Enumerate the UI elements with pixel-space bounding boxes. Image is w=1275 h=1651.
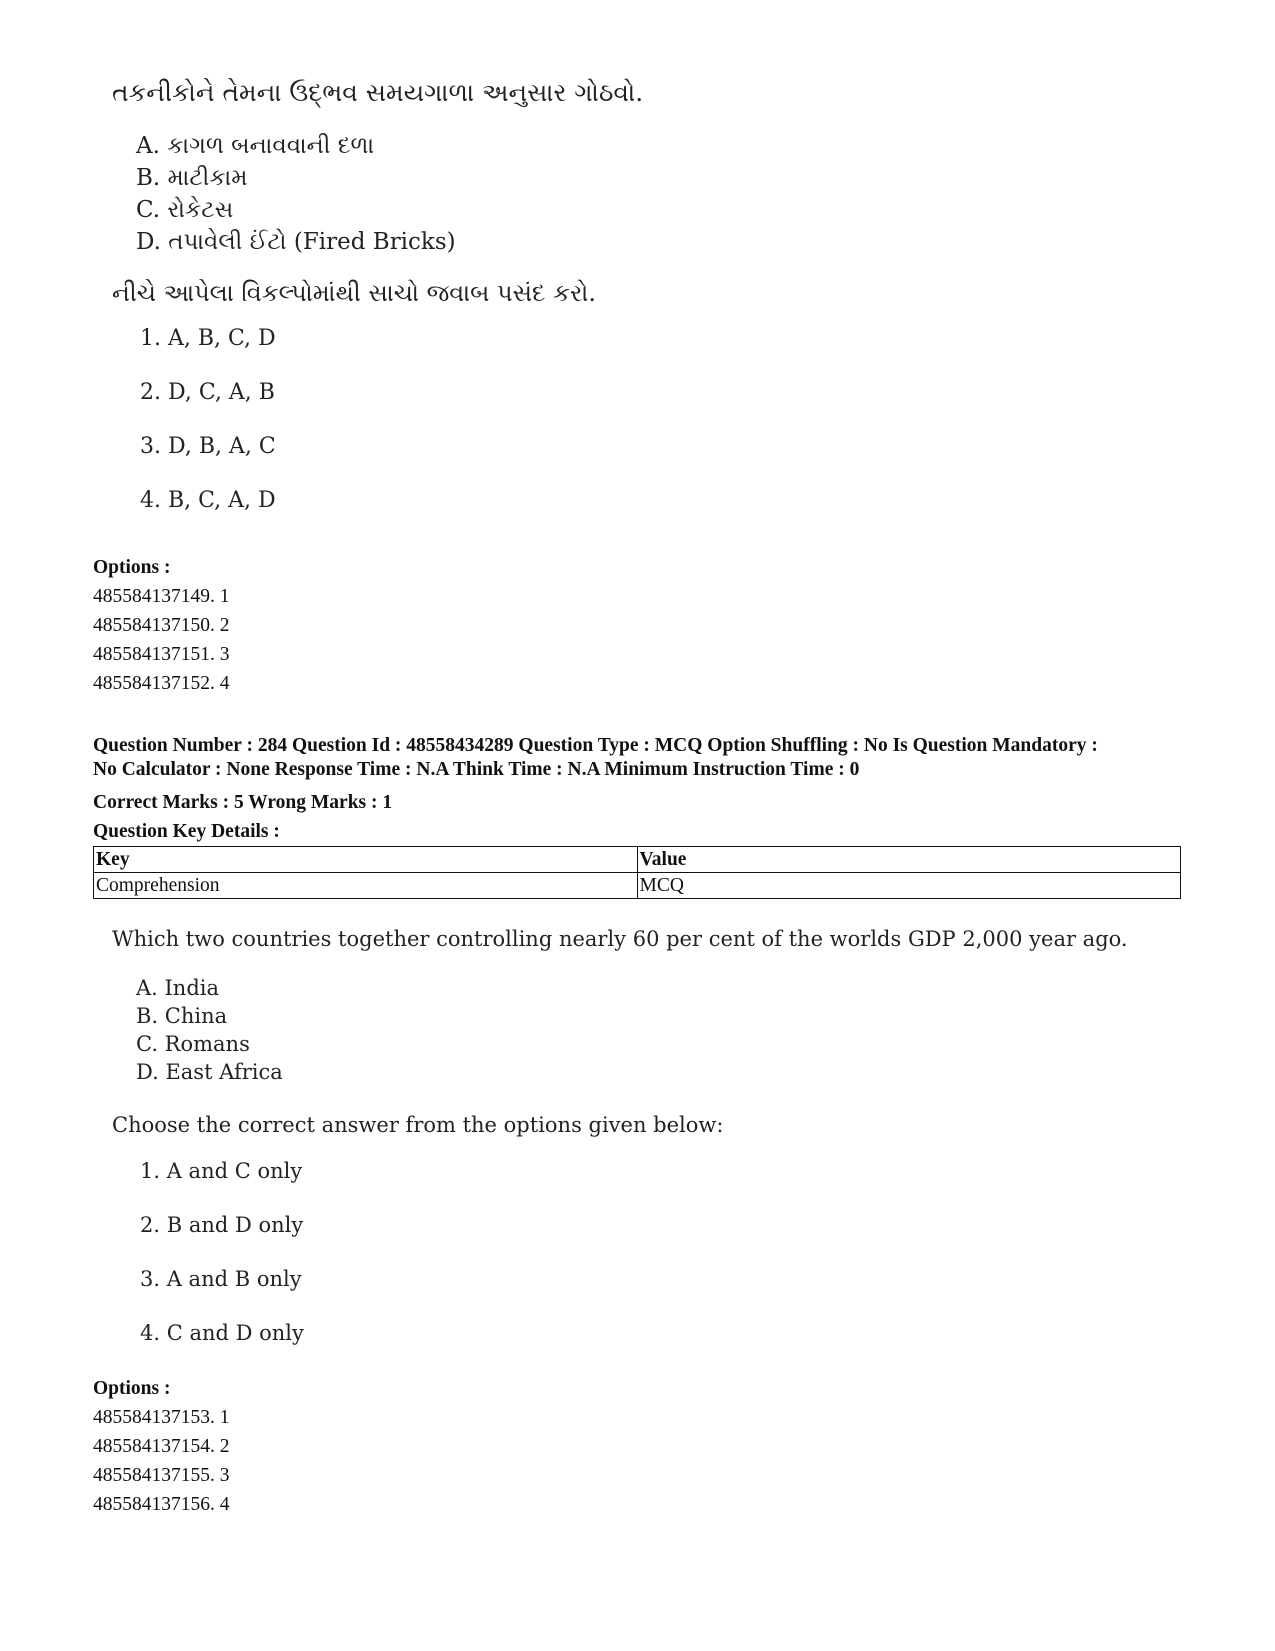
table-header-row	[94, 847, 1181, 873]
question-1-choice-3: 3. D, B, A, C	[140, 434, 276, 459]
question-2-choice-1: 1. A and C only	[140, 1159, 303, 1183]
question-marks: Correct Marks : 5 Wrong Marks : 1	[93, 792, 393, 813]
question-1-stem: તકનીકોને તેમના ઉદ્ભવ સમયગાળા અનુસાર ગોઠવો.	[112, 78, 644, 107]
question-2-options	[93, 1374, 230, 1519]
question-2-stem: Which two countries together controlling nearly 60 per cent of the worlds GDP 2,000 year ago.	[112, 927, 1128, 951]
table-cell-value: MCQ	[637, 873, 1181, 899]
question-key-details-label: Question Key Details :	[93, 821, 280, 842]
options-label: Options :	[93, 557, 171, 578]
question-2-choice-4: 4. C and D only	[140, 1321, 304, 1345]
question-2-item-c: C. Romans	[136, 1032, 250, 1056]
question-1-choice-4: 4. B, C, A, D	[140, 488, 276, 513]
table-header-key: Key	[94, 847, 638, 873]
question-2-image	[112, 922, 1128, 1372]
question-1-item-d: D. તપાવેલી ઈંટો (Fired Bricks)	[136, 229, 456, 255]
question-2-item-b: B. China	[136, 1004, 228, 1028]
table-header-value: Value	[637, 847, 1181, 873]
question-2-item-a: A. India	[136, 976, 220, 1000]
option-id: 485584137151. 3	[93, 644, 230, 665]
option-id: 485584137149. 1	[93, 586, 230, 607]
option-id: 485584137154. 2	[93, 1436, 230, 1457]
question-meta-line-2: No Calculator : None Response Time : N.A Think Time : N.A Minimum Instruction Time : 0	[93, 759, 860, 780]
question-2-item-d: D. East Africa	[136, 1060, 283, 1084]
question-1-instruction: નીચે આપેલા વિકલ્પોમાંથી સાચો જવાબ પસંદ કરો.	[112, 279, 597, 307]
table-cell-key: Comprehension	[94, 873, 638, 899]
question-1-item-a: A. કાગળ બનાવવાની દળા	[136, 133, 375, 159]
option-id: 485584137156. 4	[93, 1494, 230, 1515]
option-id: 485584137152. 4	[93, 673, 230, 694]
question-1-choice-2: 2. D, C, A, B	[140, 380, 275, 405]
question-1-choice-1: 1. A, B, C, D	[140, 326, 276, 351]
option-id: 485584137150. 2	[93, 615, 230, 636]
question-1-items	[136, 130, 643, 258]
question-meta-line-1: Question Number : 284 Question Id : 48558434289 Question Type : MCQ Option Shuffling : No Is Question Mandatory :	[93, 735, 1098, 756]
option-id: 485584137155. 3	[93, 1465, 230, 1486]
question-1-item-c: C. રોકેટસ	[136, 197, 234, 223]
question-key-table	[93, 846, 1181, 899]
question-2-choices	[140, 1156, 1128, 1348]
question-2-choice-2: 2. B and D only	[140, 1213, 304, 1237]
question-2-instruction: Choose the correct answer from the options given below:	[112, 1113, 724, 1137]
question-2-items	[136, 974, 1128, 1086]
question-2-choice-3: 3. A and B only	[140, 1267, 302, 1291]
options-label: Options :	[93, 1378, 171, 1399]
table-row	[94, 873, 1181, 899]
question-1-image	[112, 76, 643, 540]
question-1-choices	[140, 324, 643, 516]
question-1-item-b: B. માટીકામ	[136, 165, 248, 191]
option-id: 485584137153. 1	[93, 1407, 230, 1428]
question-2-metadata	[93, 734, 1193, 846]
question-1-options	[93, 553, 230, 698]
